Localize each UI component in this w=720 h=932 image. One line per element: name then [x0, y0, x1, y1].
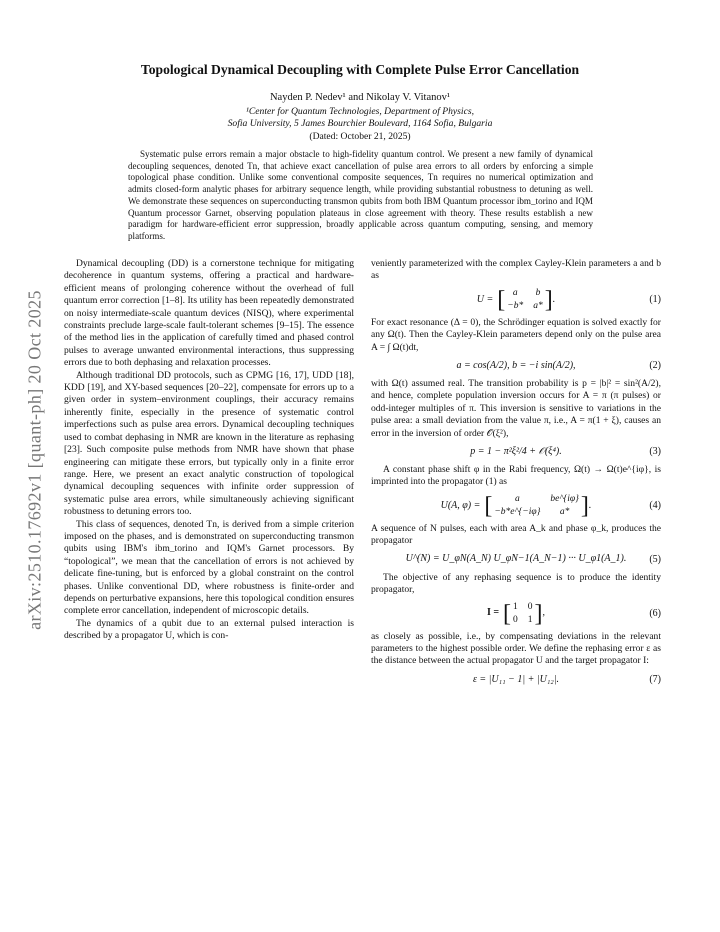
paragraph: For exact resonance (Δ = 0), the Schrödinger equation is solved exactly for any Ω(t). Then the Cayley-Klein parameters depend only on the pulse area A = ∫ Ω(t)dt,: [371, 316, 661, 353]
matrix-entry: be^{iφ}: [550, 493, 579, 504]
paragraph: A constant phase shift φ in the Rabi frequency, Ω(t) → Ω(t)e^{iφ}, is imprinted into the propagator (1) as: [371, 464, 661, 488]
affiliation-line-1: ¹Center for Quantum Technologies, Department of Physics,: [246, 106, 474, 117]
equation-tail: ,: [542, 607, 546, 619]
right-bracket: ]: [580, 492, 589, 519]
equation-body: a = cos(A/2), b = −i sin(A/2),: [456, 359, 576, 371]
equation-number: (2): [649, 359, 661, 371]
equation-lhs: U(A, φ) =: [440, 499, 481, 511]
dated-line: (Dated: October 21, 2025): [309, 131, 411, 142]
left-bracket: [: [503, 600, 512, 627]
matrix-entry: b: [535, 287, 541, 298]
paragraph: Although traditional DD protocols, such as CPMG [16, 17], UDD [18], KDD [19], and XY-based sequences [20–22], compensate for errors up to a given order in system–environment couplings, their accuracy remains inherently finite, especially in the presence of systematic control imperfections such as pulse area errors. Dynamical decoupling techniques used to combat dephasing in NMR are known in the literature as rephasing [23]. Such composite pulse methods from NMR have shown that phase engineering can mitigate these errors, but typically only in a finite error range. Here, we present an exact analytic construction of topological dynamical decoupling sequences with infinite order suppression of systematic pulse area errors, while simultaneously achieving significant robustness to detuning errors too.: [64, 369, 354, 518]
paragraph: The dynamics of a qubit due to an external pulsed interaction is described by a propagator U, which is con-: [64, 617, 354, 642]
matrix-entry: a*: [533, 301, 543, 312]
right-bracket: ]: [544, 286, 553, 313]
equation-number: (6): [649, 607, 661, 619]
paragraph: with Ω(t) assumed real. The transition probability is p = |b|² = sin²(A/2), and hence, complete population inversion occurs for A = π (π pulses) or odd-integer multiples of π. This inversion is sensitive to variations in the pulse area: a small deviation from the value π, i.e., A = π(1 + ξ), causes an error in the inversion of order 𝒪(ξ²),: [371, 378, 661, 439]
paragraph: as closely as possible, i.e., by compensating deviations in the relevant parameters to the highest possible order. We define the rephasing error ε as the distance between the actual propagator U and the target propagator I:: [371, 630, 661, 667]
right-column: [371, 258, 661, 692]
equation-number: (7): [649, 673, 661, 685]
matrix-entry: a: [512, 287, 518, 298]
paper-title: Topological Dynamical Decoupling with Complete Pulse Error Cancellation: [140, 62, 580, 77]
abstract: Systematic pulse errors remain a major obstacle to high-fidelity quantum control. We present a new family of dynamical decoupling sequences, denoted Tn, that achieve exact cancellation of pulse area errors to all orders by enforcing a simple topological phase condition. Unlike some conventional composite sequences, Tn requires no numerical optimization and admits closed-form analytic phases for arbitrary sequence length, while providing substantial robustness to detuning as well. We demonstrate these sequences on superconducting transmon qubits from both IBM Quantum processor ibm_torino and IQM Quantum processor Garnet, observing population plateaus in close agreement with theory. These results establish a new paradigm for hardware-efficient error suppression, broadly applicable across quantum computing, sensing, and memory platforms.: [128, 149, 593, 241]
matrix: [497, 287, 552, 313]
equation-tail: .: [552, 293, 556, 305]
matrix: [484, 493, 589, 519]
matrix-entry: 1: [527, 615, 533, 625]
equation-7: [371, 670, 661, 690]
paragraph: Dynamical decoupling (DD) is a cornerstone technique for mitigating decoherence in quantum systems, offering a practical and hardware-efficient means of prolonging coherence without the overhead of full quantum error correction [1–8]. Its utility has been repeatedly demonstrated on noisy intermediate-scale quantum devices (NISQ), where experimental constraints preclude large-scale fault-tolerant schemes [9–15]. The essence of the method lies in the application of carefully timed and phased control pulses to average unwanted environmental interactions, thus suppressing errors due to both dephasing and relaxation processes.: [64, 258, 354, 369]
equation-number: (5): [649, 553, 661, 565]
matrix-entry: −b*e^{−iφ}: [494, 507, 541, 518]
equation-number: (1): [649, 293, 661, 305]
equation-body: p = 1 − π²ξ²/4 + 𝒪(ξ⁴).: [470, 445, 562, 457]
matrix-entry: a*: [559, 507, 570, 518]
equation-body: ε = |U₁₁ − 1| + |U₁₂|.: [472, 673, 560, 685]
paragraph: A sequence of N pulses, each with area A_k and phase φ_k, produces the propagator: [371, 522, 661, 547]
equation-body: U^(N) = U_φN(A_N) U_φN−1(A_N−1) ··· U_φ1(A_1).: [405, 553, 627, 565]
paragraph: veniently parameterized with the complex Cayley-Klein parameters a and b as: [371, 258, 661, 282]
matrix-entry: 0: [527, 601, 533, 612]
right-bracket: ]: [534, 600, 543, 627]
equation-number: (3): [649, 445, 661, 457]
matrix-entry: a: [515, 493, 520, 504]
left-column: [64, 258, 354, 643]
equation-lhs: I =: [486, 607, 500, 619]
matrix-entry: 1: [513, 601, 518, 612]
matrix-entry: 0: [513, 615, 518, 625]
affiliation-line-2: Sofia University, 5 James Bourchier Boulevard, 1164 Sofia, Bulgaria: [227, 118, 493, 129]
equation-tail: .: [588, 499, 592, 511]
arxiv-sidebar: [20, 250, 50, 670]
equation-number: (4): [649, 499, 661, 511]
author-list: Nayden P. Nedev¹ and Nikolay V. Vitanov¹: [269, 92, 451, 103]
equation-4: [371, 491, 661, 521]
arxiv-identifier: arXiv:2510.17692v1 [quant-ph] 20 Oct 2025: [24, 290, 45, 630]
matrix-entry: −b*: [507, 301, 524, 312]
matrix: [503, 601, 543, 627]
left-bracket: [: [497, 286, 506, 313]
paragraph: This class of sequences, denoted Tn, is derived from a simple criterion imposed on the phases, and is demonstrated on superconducting transmon qubits using IBM's ibm_torino and IQM's Garnet processors. By “topological”, we mean that the cancellation of errors is not achieved by delicate fine-tuning, but is enforced by a global constraint on the control phases. Unlike conventional DD, where robustness is finite-order and depends on perturbative expansions, here this topological condition ensures complete error cancellation, independent of microscopic details.: [64, 518, 354, 617]
equation-1: [371, 285, 661, 315]
equation-5: [371, 550, 661, 570]
equation-3: [371, 442, 661, 462]
paragraph: The objective of any rephasing sequence is to produce the identity propagator,: [371, 571, 661, 596]
affiliation: [60, 106, 660, 130]
equation-6: [371, 599, 661, 629]
left-bracket: [: [484, 492, 493, 519]
equation-lhs: U =: [476, 293, 494, 305]
equation-2: [371, 356, 661, 376]
